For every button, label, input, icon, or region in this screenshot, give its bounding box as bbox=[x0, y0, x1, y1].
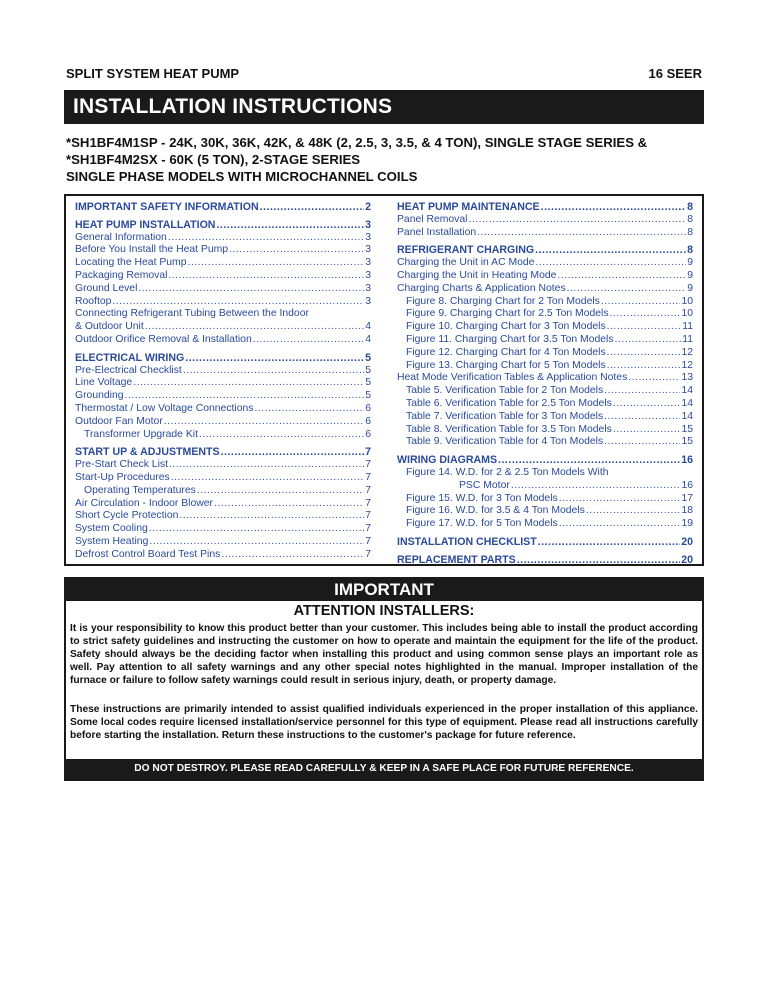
toc-page-number: 12 bbox=[681, 346, 693, 358]
toc-dot-leader bbox=[260, 201, 364, 214]
toc-entry-link[interactable] bbox=[397, 467, 693, 480]
toc-page-number: 14 bbox=[681, 410, 693, 422]
toc-entry-link[interactable] bbox=[397, 360, 693, 373]
toc-page-number: 5 bbox=[365, 351, 371, 364]
toc-page-number: 9 bbox=[687, 282, 693, 294]
qualified-installer-paragraph: These instructions are primarily intended to assist qualified individuals experienced in the proper installation of this appliance. Some local codes require licensed installation/service personnel for this type of equipment. Please read all instructions carefully before starting the installation. Return these instructions to the customer's package for future reference. bbox=[70, 704, 698, 741]
toc-entry-label: IMPORTANT SAFETY INFORMATION bbox=[75, 201, 259, 213]
toc-dot-leader bbox=[197, 485, 364, 498]
toc-entry-label: HEAT PUMP INSTALLATION bbox=[75, 218, 216, 231]
toc-page-number: 5 bbox=[365, 364, 371, 376]
toc-entry-link[interactable] bbox=[397, 398, 693, 411]
toc-entry-label: Charging Charts & Application Notes bbox=[397, 282, 566, 294]
toc-entry-link[interactable] bbox=[397, 296, 693, 309]
toc-dot-leader bbox=[221, 446, 365, 459]
toc-dot-leader bbox=[567, 283, 687, 296]
toc-entry-label: Figure 8. Charging Chart for 2 Ton Models bbox=[406, 295, 600, 307]
toc-entry-link[interactable] bbox=[397, 436, 693, 449]
toc-entry-label: Outdoor Orifice Removal & Installation bbox=[75, 333, 252, 345]
toc-dot-leader bbox=[517, 554, 681, 567]
toc-entry-label: & Outdoor Unit bbox=[75, 321, 144, 333]
toc-dot-leader bbox=[538, 536, 681, 549]
toc-entry-link[interactable] bbox=[397, 480, 693, 493]
toc-page-number: 4 bbox=[365, 321, 371, 333]
toc-entry-link[interactable] bbox=[75, 283, 371, 296]
toc-entry-label: Ground Level bbox=[75, 282, 138, 294]
toc-entry-link[interactable] bbox=[75, 244, 371, 257]
toc-entry-label: Table 7. Verification Table for 3 Ton Models bbox=[406, 410, 604, 422]
toc-dot-leader bbox=[604, 436, 680, 449]
toc-entry-label: Transformer Upgrade Kit bbox=[84, 428, 198, 440]
toc-entry-link[interactable] bbox=[397, 372, 693, 385]
toc-entry-link[interactable] bbox=[397, 518, 693, 531]
toc-dot-leader bbox=[535, 244, 686, 257]
toc-page-number: 11 bbox=[682, 333, 693, 345]
toc-dot-leader bbox=[138, 283, 364, 296]
toc-left-column bbox=[75, 201, 371, 562]
toc-entry-link[interactable] bbox=[397, 270, 693, 283]
toc-page-number: 14 bbox=[681, 385, 693, 397]
toc-entry-label: Figure 11. Charging Chart for 3.5 Ton Models bbox=[406, 333, 614, 345]
model-line-2: *SH1BF4M2SX - 60K (5 TON), 2-STAGE SERIES bbox=[66, 152, 361, 167]
toc-dot-leader bbox=[253, 334, 365, 347]
toc-entry-link[interactable] bbox=[75, 232, 371, 245]
toc-page-number: 6 bbox=[365, 428, 371, 440]
toc-entry-link[interactable] bbox=[75, 377, 371, 390]
toc-page-number: 17 bbox=[681, 492, 693, 504]
toc-entry-label: Table 9. Verification Table for 4 Ton Models bbox=[406, 436, 604, 448]
toc-page-number: 12 bbox=[681, 359, 693, 371]
toc-entry-link[interactable] bbox=[75, 296, 371, 309]
toc-dot-leader bbox=[468, 214, 686, 227]
toc-section-link[interactable] bbox=[75, 201, 371, 214]
model-line-1: *SH1BF4M1SP - 24K, 30K, 36K, 42K, & 48K (2, 2.5, 3, 3.5, & 4 TON), SINGLE STAGE SERIES & bbox=[66, 135, 648, 150]
toc-page-number: 15 bbox=[681, 423, 693, 435]
important-notice bbox=[64, 577, 704, 781]
toc-dot-leader bbox=[586, 505, 681, 518]
table-of-contents bbox=[64, 194, 704, 566]
toc-entry-label: Table 8. Verification Table for 3.5 Ton Models bbox=[406, 423, 612, 435]
toc-dot-leader bbox=[149, 523, 364, 536]
toc-dot-leader bbox=[607, 347, 681, 360]
toc-entry-label: Figure 15. W.D. for 3 Ton Models bbox=[406, 492, 558, 504]
toc-section-link[interactable] bbox=[397, 554, 693, 567]
toc-dot-leader bbox=[133, 377, 364, 390]
toc-dot-leader bbox=[199, 429, 364, 442]
toc-entry-label: Before You Install the Heat Pump bbox=[75, 244, 229, 256]
toc-page-number: 7 bbox=[365, 548, 371, 560]
toc-entry-label: START UP & ADJUSTMENTS bbox=[75, 446, 220, 459]
toc-section-link[interactable] bbox=[397, 244, 693, 257]
toc-dot-leader bbox=[169, 459, 364, 472]
toc-dot-leader bbox=[557, 270, 686, 283]
toc-entry-label: Short Cycle Protection bbox=[75, 510, 179, 522]
toc-page-number: 8 bbox=[687, 213, 693, 225]
toc-entry-link[interactable] bbox=[75, 334, 371, 347]
toc-page-number: 3 bbox=[365, 282, 371, 294]
toc-dot-leader bbox=[628, 372, 680, 385]
toc-entry-link[interactable] bbox=[75, 321, 371, 334]
toc-dot-leader bbox=[535, 257, 686, 270]
toc-page-number: 3 bbox=[365, 295, 371, 307]
toc-dot-leader bbox=[610, 308, 681, 321]
toc-entry-link[interactable] bbox=[397, 347, 693, 360]
toc-entry-link[interactable] bbox=[75, 257, 371, 270]
toc-dot-leader bbox=[145, 321, 364, 334]
toc-entry-label: Figure 12. Charging Chart for 4 Ton Models bbox=[406, 346, 606, 358]
seer-rating: 16 SEER bbox=[648, 66, 702, 81]
toc-entry-link[interactable] bbox=[75, 472, 371, 485]
model-lines bbox=[66, 134, 706, 185]
toc-entry-link[interactable] bbox=[75, 510, 371, 523]
toc-dot-leader bbox=[607, 360, 681, 373]
toc-page-number: 10 bbox=[681, 308, 693, 320]
attention-installers-heading: ATTENTION INSTALLERS: bbox=[293, 603, 475, 619]
toc-entry-link[interactable] bbox=[75, 365, 371, 378]
toc-dot-leader bbox=[254, 403, 364, 416]
toc-page-number: 7 bbox=[365, 523, 371, 535]
toc-entry-link[interactable] bbox=[75, 270, 371, 283]
toc-page-number: 20 bbox=[681, 553, 693, 566]
toc-entry-label: WIRING DIAGRAMS bbox=[397, 454, 498, 467]
toc-section-link[interactable] bbox=[397, 454, 693, 467]
toc-entry-label: System Heating bbox=[75, 535, 149, 547]
toc-page-number: 16 bbox=[681, 479, 693, 491]
toc-entry-label: Figure 16. W.D. for 3.5 & 4 Ton Models bbox=[406, 505, 585, 517]
toc-dot-leader bbox=[168, 232, 364, 245]
toc-entry-label: Table 5. Verification Table for 2 Ton Models bbox=[406, 385, 604, 397]
toc-page-number: 8 bbox=[687, 226, 693, 238]
toc-page-number: 3 bbox=[365, 269, 371, 281]
toc-page-number: 5 bbox=[365, 390, 371, 402]
toc-entry-label: System Cooling bbox=[75, 523, 148, 535]
toc-entry-label: INSTALLATION CHECKLIST bbox=[397, 535, 537, 548]
toc-dot-leader bbox=[164, 416, 364, 429]
toc-entry-link[interactable] bbox=[397, 505, 693, 518]
toc-entry-label: Panel Removal bbox=[397, 213, 468, 225]
toc-entry-label: Outdoor Fan Motor bbox=[75, 415, 163, 427]
toc-entry-link[interactable] bbox=[397, 257, 693, 270]
toc-page-number: 9 bbox=[687, 257, 693, 269]
toc-entry-label: Heat Mode Verification Tables & Application Notes bbox=[397, 372, 628, 384]
toc-dot-leader bbox=[229, 244, 364, 257]
toc-entry-link[interactable] bbox=[397, 308, 693, 321]
toc-entry-link[interactable] bbox=[75, 523, 371, 536]
toc-entry-label: General Information bbox=[75, 231, 167, 243]
toc-dot-leader bbox=[179, 510, 364, 523]
toc-section-link[interactable] bbox=[75, 219, 371, 232]
toc-dot-leader bbox=[559, 493, 681, 506]
toc-page-number: 3 bbox=[365, 257, 371, 269]
toc-entry-link[interactable] bbox=[75, 403, 371, 416]
toc-entry-link[interactable] bbox=[75, 416, 371, 429]
toc-page-number: 18 bbox=[681, 505, 693, 517]
toc-page-number: 8 bbox=[687, 201, 693, 213]
toc-page-number: 11 bbox=[682, 321, 693, 333]
toc-section-link[interactable] bbox=[75, 352, 371, 365]
toc-dot-leader bbox=[613, 424, 681, 437]
toc-entry-label: Figure 13. Charging Chart for 5 Ton Models bbox=[406, 359, 606, 371]
toc-dot-leader bbox=[183, 365, 364, 378]
toc-dot-leader bbox=[601, 296, 681, 309]
toc-entry-label: Packaging Removal bbox=[75, 269, 168, 281]
toc-entry-label: PSC Motor bbox=[459, 479, 510, 491]
toc-page-number: 4 bbox=[365, 333, 371, 345]
toc-dot-leader bbox=[125, 390, 365, 403]
toc-page-number: 3 bbox=[365, 218, 371, 231]
toc-page-number: 19 bbox=[681, 518, 693, 530]
toc-page-number: 8 bbox=[687, 244, 693, 257]
toc-entry-link[interactable] bbox=[75, 498, 371, 511]
toc-entry-label: Connecting Refrigerant Tubing Between the Indoor bbox=[75, 308, 309, 320]
toc-page-number: 13 bbox=[681, 372, 693, 384]
toc-page-number: 7 bbox=[365, 459, 371, 471]
toc-dot-leader bbox=[221, 549, 364, 562]
toc-page-number: 10 bbox=[681, 295, 693, 307]
toc-entry-label: Charging the Unit in Heating Mode bbox=[397, 269, 557, 281]
toc-entry-label: Start-Up Procedures bbox=[75, 471, 170, 483]
toc-entry-label: Pre-Start Check List bbox=[75, 459, 168, 471]
toc-page-number: 3 bbox=[365, 231, 371, 243]
toc-entry-link[interactable] bbox=[397, 321, 693, 334]
toc-page-number: 5 bbox=[365, 377, 371, 389]
toc-entry-label: Figure 17. W.D. for 5 Ton Models bbox=[406, 518, 558, 530]
toc-section-link[interactable] bbox=[397, 201, 693, 214]
toc-entry-link[interactable] bbox=[75, 459, 371, 472]
toc-dot-leader bbox=[187, 257, 364, 270]
toc-entry-label: Defrost Control Board Test Pins bbox=[75, 548, 221, 560]
toc-entry-link[interactable] bbox=[397, 493, 693, 506]
toc-entry-label: Line Voltage bbox=[75, 377, 133, 389]
toc-entry-label: Rooftop bbox=[75, 295, 112, 307]
toc-entry-label: Figure 9. Charging Chart for 2.5 Ton Models bbox=[406, 308, 609, 320]
toc-dot-leader bbox=[112, 296, 364, 309]
document-title: INSTALLATION INSTRUCTIONS bbox=[64, 90, 704, 124]
toc-dot-leader bbox=[604, 411, 680, 424]
toc-dot-leader bbox=[477, 227, 686, 240]
toc-entry-label: Locating the Heat Pump bbox=[75, 257, 187, 269]
toc-dot-leader bbox=[615, 334, 682, 347]
toc-page-number: 3 bbox=[365, 244, 371, 256]
toc-entry-link[interactable] bbox=[397, 283, 693, 296]
toc-entry-link[interactable] bbox=[75, 308, 371, 321]
toc-page-number: 6 bbox=[365, 415, 371, 427]
toc-dot-leader bbox=[149, 536, 364, 549]
toc-entry-label: Charging the Unit in AC Mode bbox=[397, 257, 535, 269]
toc-page-number: 7 bbox=[365, 497, 371, 509]
toc-dot-leader bbox=[511, 480, 681, 493]
toc-entry-label: REFRIGERANT CHARGING bbox=[397, 244, 535, 257]
toc-page-number: 7 bbox=[365, 471, 371, 483]
toc-dot-leader bbox=[604, 385, 680, 398]
toc-page-number: 20 bbox=[681, 535, 693, 548]
toc-entry-label: Pre-Electrical Checklist bbox=[75, 364, 182, 376]
toc-page-number: 2 bbox=[365, 201, 371, 213]
toc-entry-link[interactable] bbox=[75, 536, 371, 549]
toc-page-number: 7 bbox=[365, 510, 371, 522]
toc-entry-link[interactable] bbox=[397, 214, 693, 227]
toc-entry-link[interactable] bbox=[75, 485, 371, 498]
model-line-3: SINGLE PHASE MODELS WITH MICROCHANNEL COILS bbox=[66, 169, 418, 184]
toc-dot-leader bbox=[185, 352, 364, 365]
toc-page-number: 6 bbox=[365, 402, 371, 414]
toc-dot-leader bbox=[214, 498, 364, 511]
toc-dot-leader bbox=[613, 398, 681, 411]
toc-dot-leader bbox=[498, 454, 680, 467]
important-heading: IMPORTANT bbox=[66, 579, 702, 601]
toc-entry-label: Air Circulation - Indoor Blower bbox=[75, 497, 214, 509]
toc-entry-link[interactable] bbox=[397, 424, 693, 437]
toc-entry-label: Thermostat / Low Voltage Connections bbox=[75, 402, 254, 414]
toc-entry-link[interactable] bbox=[397, 385, 693, 398]
toc-dot-leader bbox=[607, 321, 682, 334]
toc-page-number: 16 bbox=[681, 454, 693, 467]
toc-page-number: 7 bbox=[365, 535, 371, 547]
product-type: SPLIT SYSTEM HEAT PUMP bbox=[66, 66, 240, 81]
toc-entry-label: HEAT PUMP MAINTENANCE bbox=[397, 201, 540, 213]
toc-entry-label: REPLACEMENT PARTS bbox=[397, 553, 516, 566]
toc-page-number: 15 bbox=[681, 436, 693, 448]
toc-dot-leader bbox=[541, 201, 686, 214]
toc-entry-label: ELECTRICAL WIRING bbox=[75, 351, 185, 364]
toc-entry-label: Panel Installation bbox=[397, 226, 477, 238]
toc-page-number: 9 bbox=[687, 269, 693, 281]
toc-right-column bbox=[397, 201, 693, 567]
toc-dot-leader bbox=[168, 270, 364, 283]
toc-dot-leader bbox=[216, 219, 364, 232]
running-header bbox=[66, 66, 702, 82]
toc-entry-label: Figure 10. Charging Chart for 3 Ton Models bbox=[406, 321, 606, 333]
toc-page-number: 7 bbox=[365, 446, 371, 459]
toc-entry-link[interactable] bbox=[75, 429, 371, 442]
installer-responsibility-paragraph: It is your responsibility to know this product better than your customer. This includes being able to install the product according to strict safety guidelines and instructing the customer on how to operate and maintain the equipment for the life of the product. Safety should always be the deciding factor when installing this product and using common sense plays an important role as well. Pay attention to all safety warnings and any other special notes highlighted in the manual. Improper installation of the furnace or failure to follow safety warnings could result in serious injury, death, or property damage. bbox=[70, 623, 698, 686]
do-not-destroy-footer: DO NOT DESTROY. PLEASE READ CAREFULLY & KEEP IN A SAFE PLACE FOR FUTURE REFERENCE. bbox=[66, 759, 702, 779]
toc-dot-leader bbox=[559, 518, 681, 531]
toc-entry-link[interactable] bbox=[397, 227, 693, 240]
toc-entry-label: Operating Temperatures bbox=[84, 484, 196, 496]
toc-entry-label: Grounding bbox=[75, 390, 124, 402]
toc-dot-leader bbox=[171, 472, 365, 485]
toc-entry-link[interactable] bbox=[75, 549, 371, 562]
toc-page-number: 7 bbox=[365, 484, 371, 496]
toc-entry-link[interactable] bbox=[397, 411, 693, 424]
toc-entry-link[interactable] bbox=[75, 390, 371, 403]
toc-entry-label: Table 6. Verification Table for 2.5 Ton Models bbox=[406, 397, 612, 409]
toc-entry-label: Figure 14. W.D. for 2 & 2.5 Ton Models With bbox=[406, 466, 609, 478]
toc-entry-link[interactable] bbox=[397, 334, 693, 347]
toc-section-link[interactable] bbox=[75, 446, 371, 459]
toc-page-number: 14 bbox=[681, 397, 693, 409]
toc-section-link[interactable] bbox=[397, 536, 693, 549]
